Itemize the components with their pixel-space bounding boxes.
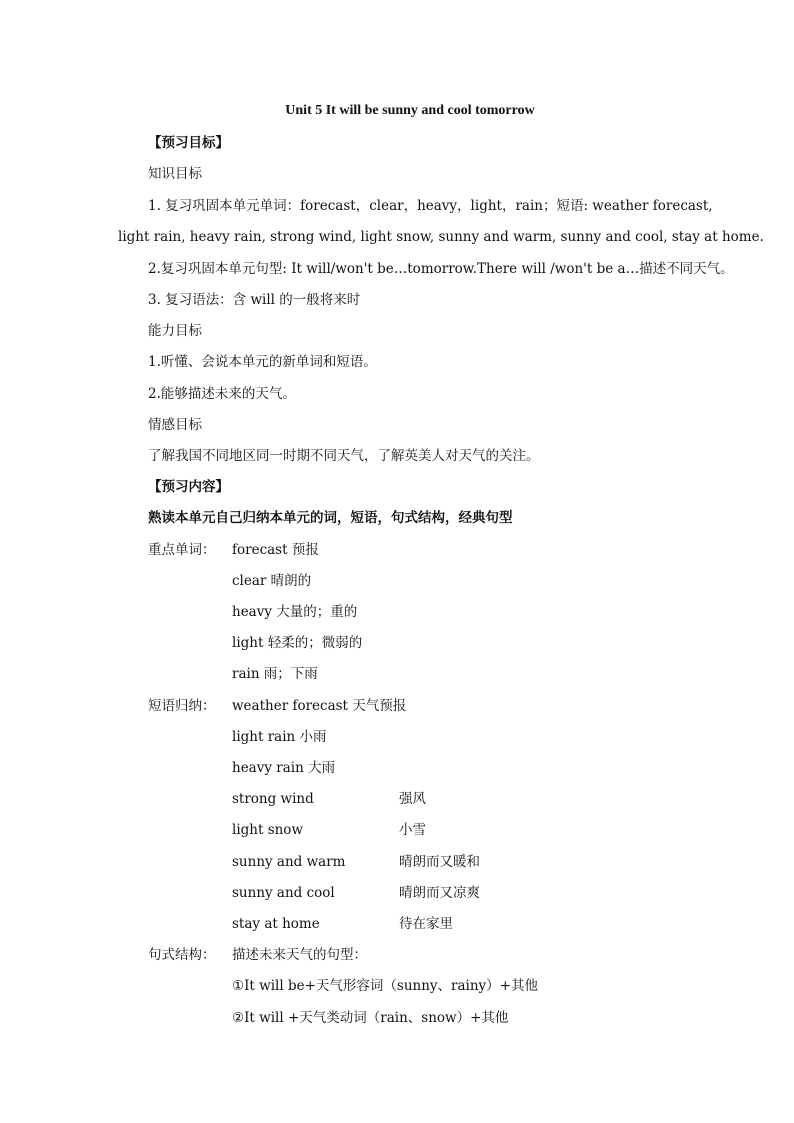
phrase-zh: 强风	[399, 791, 426, 807]
content-intro: 熟读本单元自己归纳本单元的词，短语，句式结构，经典句型	[148, 510, 513, 526]
pattern-item: ①It will be+天气形容词（sunny、rainy）+其他	[232, 978, 538, 994]
phrase-zh: 晴朗而又暖和	[399, 854, 480, 870]
page-title: Unit 5 It will be sunny and cool tomorrow	[285, 103, 535, 118]
phrase-en: sunny and warm	[232, 854, 346, 870]
section-preview-content: 【预习内容】	[148, 479, 229, 495]
word-item: rain 雨；下雨	[232, 666, 318, 682]
phrase-en: sunny and cool	[232, 885, 335, 901]
phrase-en: stay at home	[232, 916, 320, 932]
phrase-zh: 小雪	[399, 822, 426, 838]
patterns-intro: 描述未来天气的句型：	[232, 947, 367, 963]
phrases-label: 短语归纳：	[148, 698, 216, 714]
word-item: light 轻柔的；微弱的	[232, 635, 363, 651]
section-preview-goals: 【预习目标】	[148, 135, 229, 151]
phrase-zh: 待在家里	[399, 916, 453, 932]
ability-item-2: 2.能够描述未来的天气。	[148, 386, 296, 402]
knowledge-item-3: 3. 复习语法：含 will 的一般将来时	[148, 292, 361, 308]
phrase-en: strong wind	[232, 791, 314, 807]
emotion-item-1: 了解我国不同地区同一时期不同天气，了解英美人对天气的关注。	[148, 448, 540, 464]
knowledge-item-1: 1. 复习巩固本单元单词：forecast，clear，heavy，light，rain；短语: weather forecast,	[148, 198, 713, 214]
ability-item-1: 1.听懂、会说本单元的新单词和短语。	[148, 354, 377, 370]
emotion-goals-heading: 情感目标	[148, 417, 202, 433]
phrase-item: light rain 小雨	[232, 729, 327, 745]
word-item: heavy 大量的；重的	[232, 604, 358, 620]
patterns-label: 句式结构：	[148, 947, 216, 963]
knowledge-item-2: 2.复习巩固本单元句型: It will/won't be…tomorrow.There will /won't be a…描述不同天气。	[148, 261, 734, 277]
knowledge-item-1-cont: light rain, heavy rain, strong wind, light snow, sunny and warm, sunny and cool, stay at home.	[118, 229, 764, 245]
words-label: 重点单词：	[148, 542, 216, 558]
ability-goals-heading: 能力目标	[148, 323, 202, 339]
phrase-en: light snow	[232, 822, 303, 838]
phrase-zh: 晴朗而又凉爽	[399, 885, 480, 901]
pattern-item: ②It will +天气类动词（rain、snow）+其他	[232, 1010, 509, 1026]
phrase-item: heavy rain 大雨	[232, 760, 336, 776]
word-item: clear 晴朗的	[232, 573, 312, 589]
word-item: forecast 预报	[232, 542, 319, 558]
phrase-item: weather forecast 天气预报	[232, 698, 407, 714]
knowledge-goals-heading: 知识目标	[148, 166, 202, 182]
